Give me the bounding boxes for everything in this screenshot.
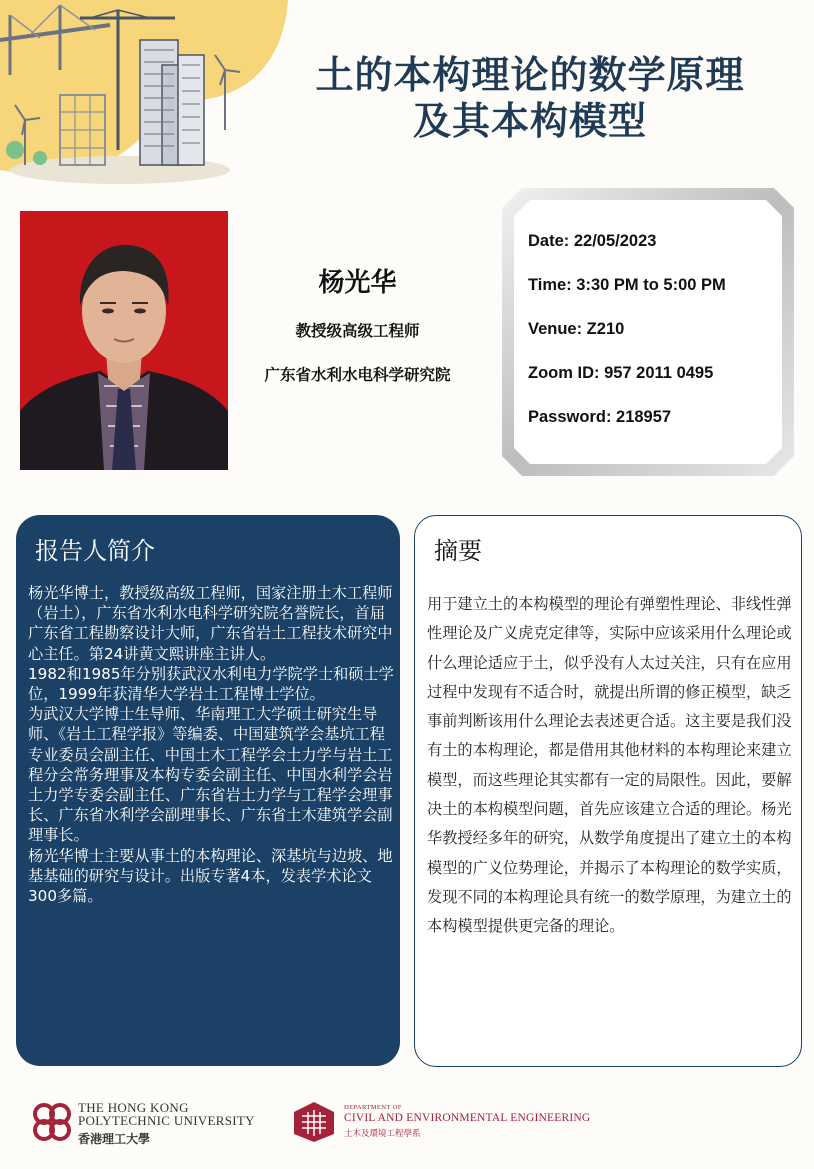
title-line-1: 土的本构理论的数学原理 — [315, 53, 745, 97]
cee-emblem-icon — [292, 1100, 336, 1144]
speaker-name: 杨光华 — [318, 268, 397, 298]
title-line-2: 及其本构模型 — [412, 99, 647, 143]
bio-paragraph: 1982和1985年分别获武汉水利电力学院学士和硕士学位，1999年获清华大学岩土工程博士学位。 — [28, 664, 394, 704]
abstract-panel — [414, 515, 802, 1067]
bio-paragraph: 杨光华博士，教授级高级工程师，国家注册土木工程师（岩土），广东省水利水电科学研究院名誉院长，首届广东省工程勘察设计大师，广东省岩土工程技术研究中心主任。第24讲黄文熙讲座主讲人。 — [28, 584, 393, 663]
polyu-name-line-2: POLYTECHNIC UNIVERSITY — [78, 1113, 255, 1128]
polyu-name-cn: 香港理工大學 — [78, 1132, 151, 1146]
event-zoom-id: Zoom ID: 957 2011 0495 — [528, 364, 714, 382]
dept-label-name: CIVIL AND ENVIRONMENTAL ENGINEERING — [344, 1112, 591, 1124]
polyu-emblem-icon — [30, 1100, 74, 1144]
city-construction-illustration — [0, 0, 300, 195]
speaker-photo — [20, 211, 228, 470]
bio-heading: 报告人简介 — [35, 537, 155, 565]
event-password: Password: 218957 — [528, 408, 672, 426]
event-venue: Venue: Z210 — [528, 320, 625, 338]
polyu-name-line-1: THE HONG KONG — [78, 1100, 189, 1115]
event-date: Date: 22/05/2023 — [528, 232, 657, 250]
abstract-heading: 摘要 — [434, 537, 482, 565]
event-info-card — [500, 186, 796, 478]
bio-text — [28, 583, 398, 906]
polyu-name-en — [78, 1101, 255, 1127]
seminar-title — [270, 52, 790, 144]
speaker-title: 教授级高级工程师 — [295, 322, 420, 340]
abstract-text: 用于建立土的本构模型的理论有弹塑性理论、非线性弹性理论及广义虎克定律等，实际中应该采用什么理论或什么理论适应于土，似乎没有人太过关注，只有在应用过程中发现有不适合时，就提出所谓的修正模型，缺乏事前判断该用什么理论去表述更合适。这主要是我们没有土的本构理论，都是借用其他材料的本构理论来建立模型，而这些理论其实都有一定的局限性。因此，要解决土的本构模型问题，首先应该建立合适的理论。杨光华教授经多年的研究，从数学角度提出了建立土的本构模型的广义位势理论，并揭示了本构理论的数学实质，发现不同的本构理论具有统一的数学原理，为建立土的本构模型提供更完备的理论。 — [427, 595, 792, 936]
event-time: Time: 3:30 PM to 5:00 PM — [528, 276, 726, 294]
dept-label-cn: 土木及環境工程學系 — [344, 1129, 421, 1139]
polyu-logo — [30, 1100, 270, 1148]
dept-label-small: DEPARTMENT OF — [344, 1104, 402, 1111]
speaker-organization: 广东省水利水电科学研究院 — [264, 366, 451, 384]
bio-paragraph: 杨光华博士主要从事土的本构理论、深基坑与边坡、地基基础的研究与设计。出版专著4本，发表学术论文300多篇。 — [28, 846, 393, 906]
speaker-bio-panel — [16, 515, 400, 1066]
cee-department-logo — [292, 1100, 591, 1148]
bio-paragraph: 为武汉大学博士生导师、华南理工大学硕士研究生导师、《岩土工程学报》等编委、中国建筑学会基坑工程专业委员会副主任、中国土木工程学会土力学与岩土工程分会常务理事及本构专委会副主任、中国水利学会岩土力学专委会副主任、广东省岩土力学与工程学会理事长、广东省水利学会副理事长、广东省土木建筑学会副理事长。 — [28, 705, 393, 845]
